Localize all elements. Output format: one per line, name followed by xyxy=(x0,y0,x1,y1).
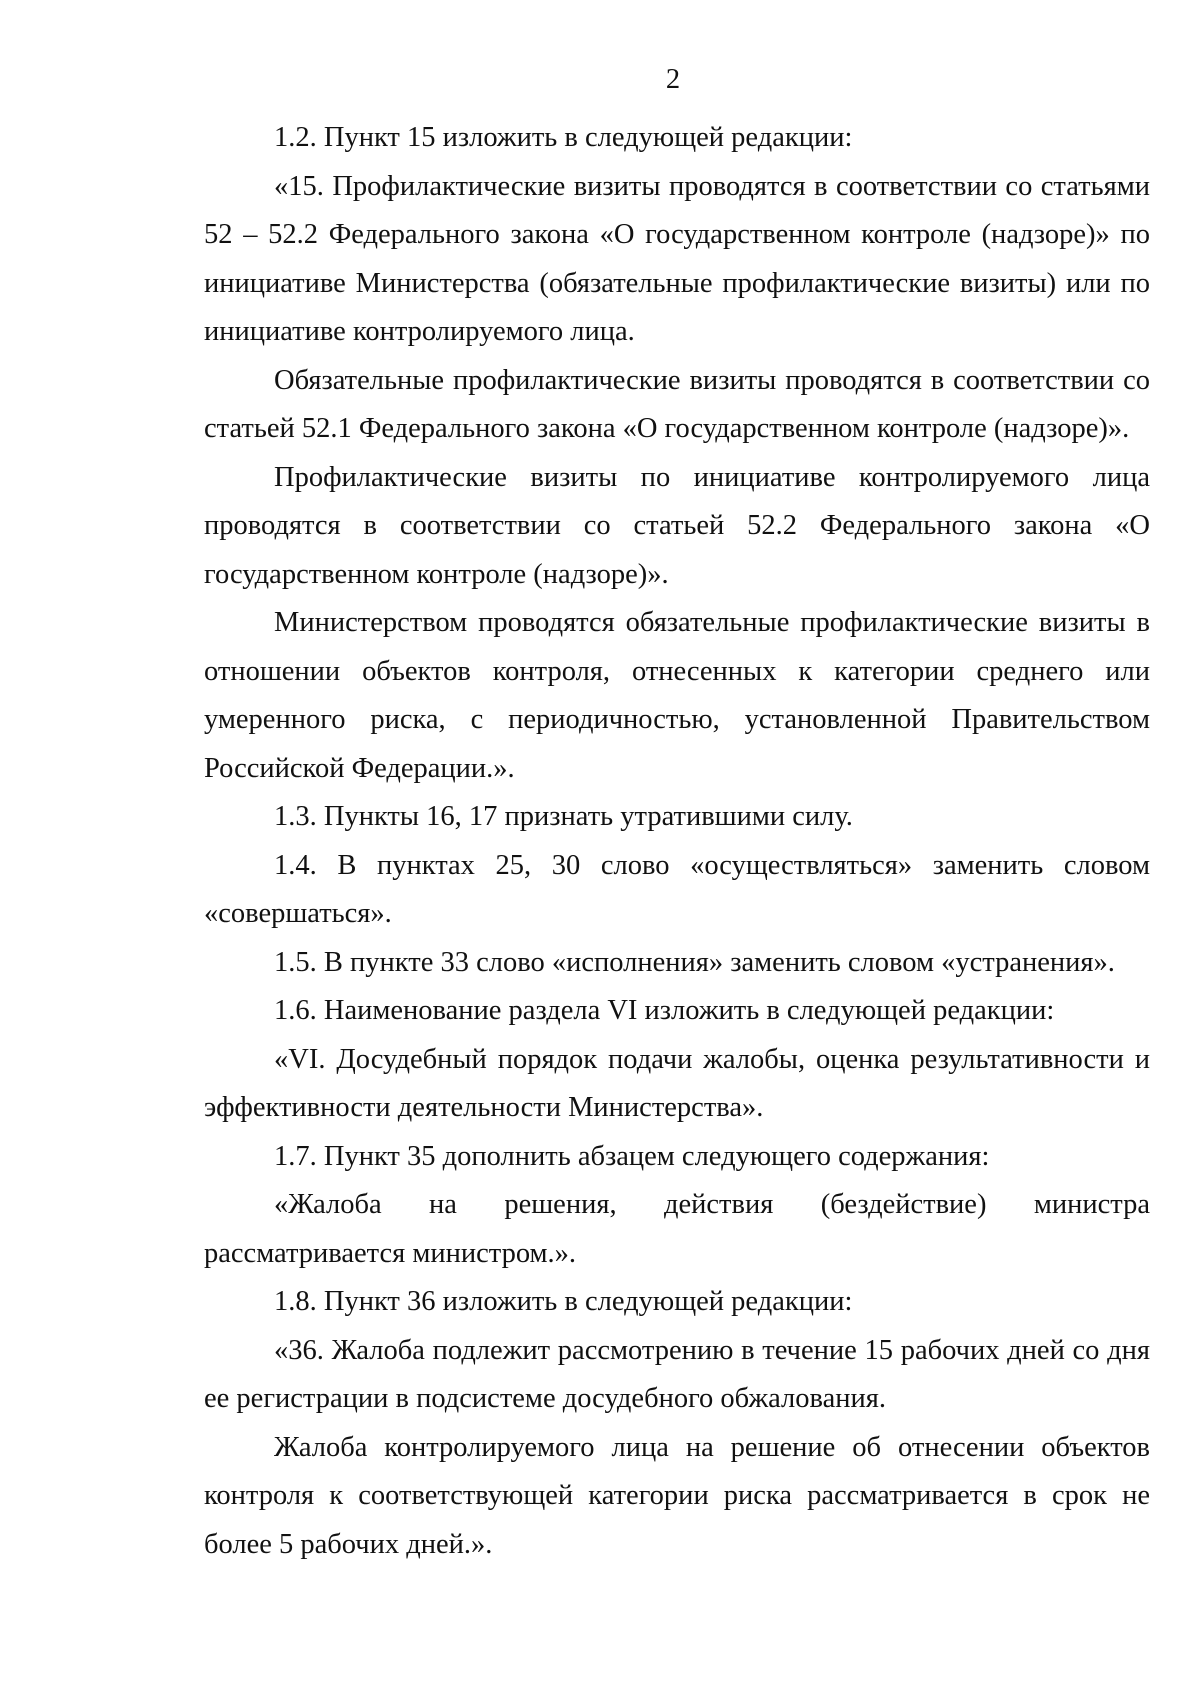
paragraph-risk-category-complaint: Жалоба контролируемого лица на решение об отнесении объектов контроля к соответствующей категории риска рассматривается в срок не более 5 рабочих дней.». xyxy=(204,1431,1150,1560)
paragraph-mandatory-visits: Обязательные профилактические визиты проводятся в соответствии со статьей 52.1 Федерального закона «О государственном контроле (надзоре)». xyxy=(204,364,1150,444)
paragraph-1-2: 1.2. Пункт 15 изложить в следующей редакции: xyxy=(274,122,853,153)
paragraph-item-36: «36. Жалоба подлежит рассмотрению в течение 15 рабочих дней со дня ее регистрации в подсистеме досудебного обжалования. xyxy=(204,1334,1150,1414)
paragraph-complaint-minister: «Жалоба на решения, действия (бездействие) министра рассматривается министром.». xyxy=(204,1189,1150,1269)
paragraph-initiative-visits: Профилактические визиты по инициативе контролируемого лица проводятся в соответствии со статьей 52.2 Федерального закона «О государственном контроле (надзоре)». xyxy=(204,461,1150,590)
paragraph-section-vi-title: «VI. Досудебный порядок подачи жалобы, оценка результативности и эффективности деятельности Министерства». xyxy=(204,1043,1150,1123)
paragraph-1-5: 1.5. В пункте 33 слово «исполнения» заменить словом «устранения». xyxy=(274,946,1115,978)
paragraph-1-4: 1.4. В пунктах 25, 30 слово «осуществляться» заменить словом «совершаться». xyxy=(204,849,1150,929)
paragraph-1-3: 1.3. Пункты 16, 17 признать утратившими силу. xyxy=(274,801,853,832)
paragraph-1-8: 1.8. Пункт 36 изложить в следующей редакции: xyxy=(274,1286,853,1317)
paragraph-1-7: 1.7. Пункт 35 дополнить абзацем следующего содержания: xyxy=(274,1140,990,1172)
page-number: 2 xyxy=(665,64,681,95)
paragraph-item-15: «15. Профилактические визиты проводятся в соответствии со статьями 52 – 52.2 Федерального закона «О государственном контроле (надзоре)» по инициативе Министерства (обязательные профилактические визиты) или по инициативе контролируемого лица. xyxy=(204,170,1150,347)
document-body xyxy=(204,114,1150,1569)
paragraph-1-6: 1.6. Наименование раздела VI изложить в следующей редакции: xyxy=(274,995,1055,1026)
paragraph-ministry-visits: Министерством проводятся обязательные профилактические визиты в отношении объектов контроля, отнесенных к категории среднего или умеренного риска, с периодичностью, установленной Правительством Российской Федерации.». xyxy=(204,607,1150,784)
